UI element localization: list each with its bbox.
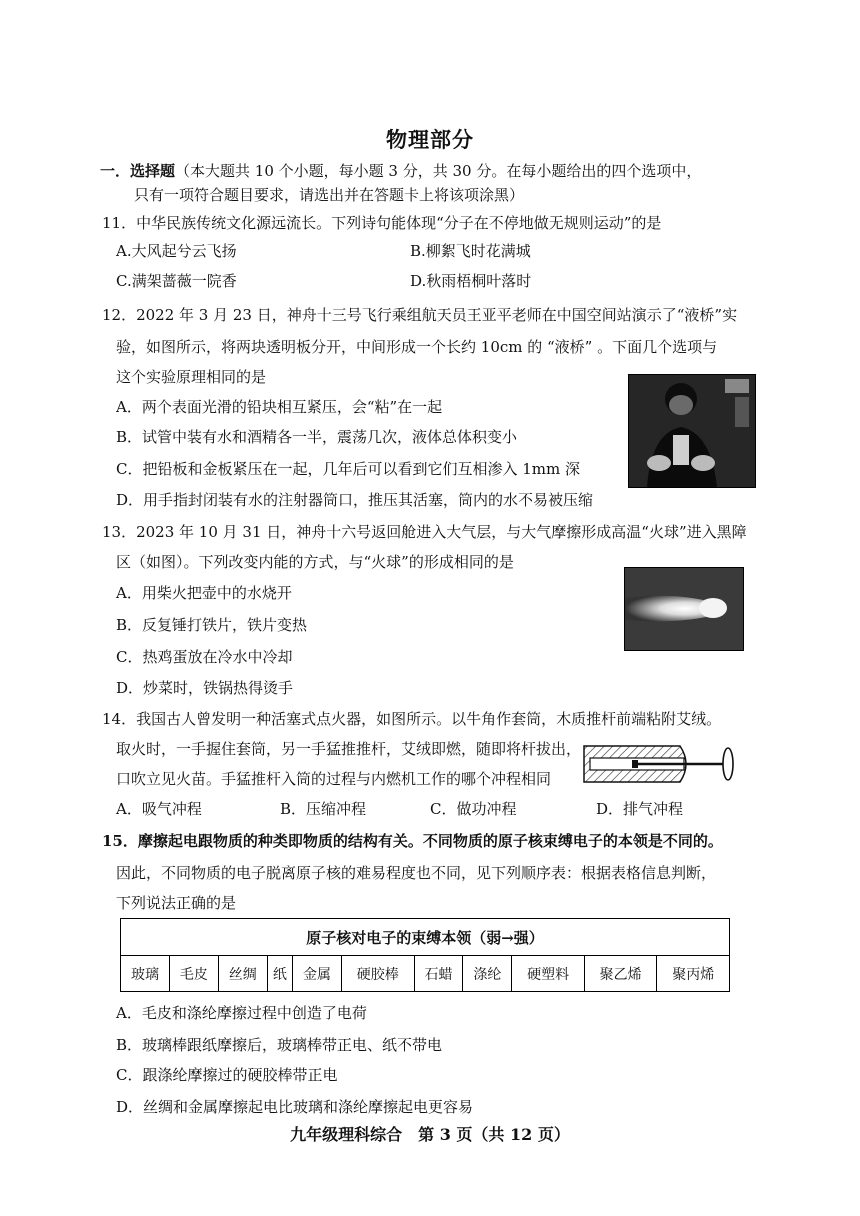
table-cell: 聚丙烯 [657, 956, 730, 992]
table-cell: 金属 [293, 956, 342, 992]
q11-option-c: C.满架蔷薇一院香 [116, 272, 237, 290]
q11-option-a: A.大风起兮云飞扬 [116, 242, 237, 260]
q15-stem-2: 因此，不同物质的电子脱离原子核的难易程度也不同，见下列顺序表：根据表格信息判断， [116, 864, 717, 882]
fire-piston-diagram [576, 740, 740, 788]
section-heading-line [100, 160, 701, 181]
q13-option-a: A．用柴火把壶中的水烧开 [116, 584, 292, 602]
fireball-photo [624, 567, 744, 651]
q11-stem: 11．中华民族传统文化源远流长。下列诗句能体现“分子在不停地做无规则运动”的是 [102, 214, 662, 232]
table-header: 原子核对电子的束缚本领（弱→强） [121, 919, 730, 956]
q13-stem-2: 区（如图）。下列改变内能的方式，与“火球”的形成相同的是 [116, 553, 514, 571]
q14-stem-3: 口吹立见火苗。手猛推杆入筒的过程与内燃机工作的哪个冲程相同 [116, 770, 552, 788]
q12-stem-2: 验，如图所示，将两块透明板分开，中间形成一个长约 10cm 的 “液桥” 。下面几个选项与 [116, 338, 718, 356]
table-cell: 纸 [267, 956, 292, 992]
table-cell: 石蜡 [414, 956, 463, 992]
page-title: 物理部分 [386, 127, 474, 152]
q14-option-b: B．压缩冲程 [280, 800, 367, 818]
table-cell: 玻璃 [121, 956, 170, 992]
q13-stem-1: 13．2023 年 10 月 31 日，神舟十六号返回舱进入大气层，与大气摩擦形成高温“火球”进入黑障 [102, 523, 747, 541]
table-cell: 毛皮 [169, 956, 218, 992]
q15-stem-1-text: 15．摩擦起电跟物质的种类即物质的结构有关。不同物质的原子核束缚电子的本领是不同的。 [102, 832, 723, 850]
q14-stem-2: 取火时，一手握住套筒，另一手猛推推杆，艾绒即燃，随即将杆拔出， [116, 740, 582, 758]
q14-option-c: C．做功冲程 [430, 800, 517, 818]
q12-stem-1: 12．2022 年 3 月 23 日，神舟十三号飞行乘组航天员王亚平老师在中国空间站演示了“液桥”实 [102, 306, 738, 324]
q14-option-d: D．排气冲程 [596, 800, 684, 818]
liquid-bridge-photo [628, 374, 756, 488]
page-footer: 九年级理科综合 第 3 页（共 12 页） [290, 1125, 570, 1144]
q13-option-b: B．反复锤打铁片，铁片变热 [116, 616, 308, 634]
q13-option-c: C．热鸡蛋放在冷水中冷却 [116, 648, 293, 666]
section-desc-1: （本大题共 10 个小题，每小题 3 分，共 30 分。在每小题给出的四个选项中， [175, 162, 702, 180]
q11-option-d: D.秋雨梧桐叶落时 [410, 272, 532, 290]
q15-option-a: A．毛皮和涤纶摩擦过程中创造了电荷 [116, 1004, 367, 1022]
table-cell: 丝绸 [218, 956, 267, 992]
table-cell: 聚乙烯 [584, 956, 657, 992]
q14-option-a: A．吸气冲程 [116, 800, 202, 818]
q12-stem-3: 这个实验原理相同的是 [116, 368, 267, 386]
q15-option-b: B．玻璃棒跟纸摩擦后，玻璃棒带正电、纸不带电 [116, 1036, 443, 1054]
table-cell: 涤纶 [463, 956, 512, 992]
q12-option-d: D．用手指封闭装有水的注射器筒口，推压其活塞，筒内的水不易被压缩 [116, 491, 594, 509]
q12-option-b: B．试管中装有水和酒精各一半，震荡几次，液体总体积变小 [116, 428, 518, 446]
q15-option-c: C．跟涤纶摩擦过的硬胶棒带正电 [116, 1066, 338, 1084]
q11-option-b: B.柳絮飞时花满城 [410, 242, 531, 260]
q12-option-a: A．两个表面光滑的铅块相互紧压，会“粘”在一起 [116, 398, 443, 416]
q14-stem-1: 14．我国古人曾发明一种活塞式点火器，如图所示。以牛角作套筒，木质推杆前端粘附艾绒。 [102, 710, 722, 728]
section-heading: 一．选择题 [100, 162, 176, 180]
q15-stem-1 [102, 830, 723, 851]
q15-stem-3: 下列说法正确的是 [116, 894, 237, 912]
table-cell: 硬塑料 [512, 956, 585, 992]
binding-order-table [120, 918, 730, 992]
q13-option-d: D．炒菜时，铁锅热得烫手 [116, 679, 294, 697]
table-row [121, 956, 730, 992]
q12-option-c: C．把铅板和金板紧压在一起，几年后可以看到它们互相渗入 1mm 深 [116, 460, 581, 478]
q15-option-d: D．丝绸和金属摩擦起电比玻璃和涤纶摩擦起电更容易 [116, 1098, 474, 1116]
table-cell: 硬胶棒 [341, 956, 414, 992]
section-desc-2: 只有一项符合题目要求，请选出并在答题卡上将该项涂黑） [134, 186, 525, 204]
